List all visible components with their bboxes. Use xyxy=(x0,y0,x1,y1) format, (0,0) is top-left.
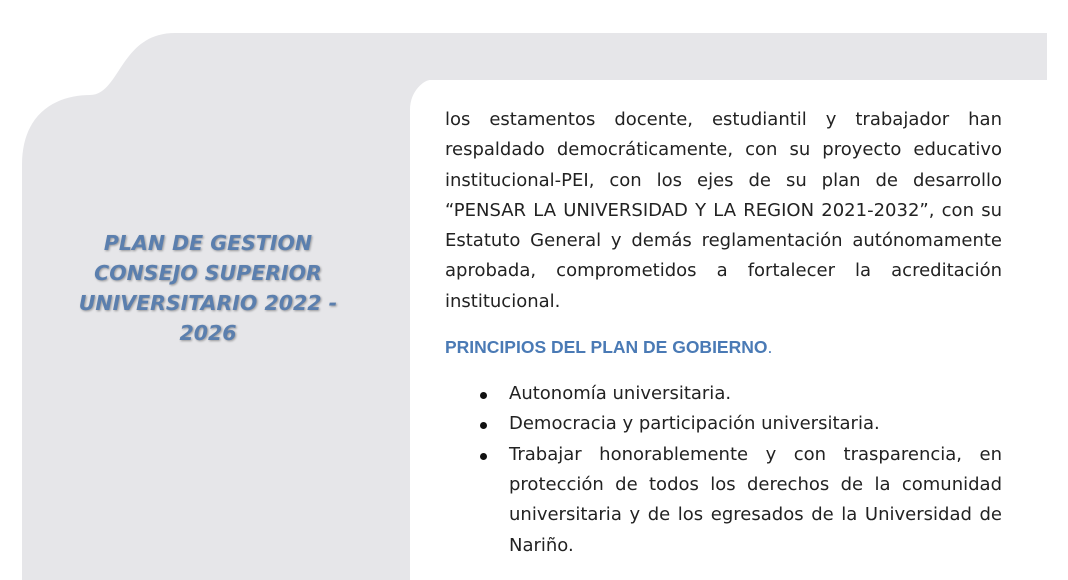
plan-title xyxy=(68,228,348,348)
list-item xyxy=(445,379,1002,409)
list-item-text: Democracia y participación universitaria. xyxy=(509,413,880,435)
section-heading-text: PRINCIPIOS DEL PLAN DE GOBIERNO xyxy=(445,337,768,358)
section-heading-punct: . xyxy=(767,337,773,358)
bullet-icon xyxy=(480,392,487,399)
principles-list xyxy=(445,379,1002,561)
bullet-icon xyxy=(480,422,487,429)
plan-title-line: PLAN DE GESTION xyxy=(103,231,313,255)
plan-title-line: CONSEJO SUPERIOR xyxy=(94,261,322,285)
plan-title-line: UNIVERSITARIO 2022 - xyxy=(78,291,338,315)
list-item xyxy=(445,440,1002,561)
section-heading xyxy=(445,332,1002,362)
bullet-icon xyxy=(480,453,487,460)
list-item-text: Autonomía universitaria. xyxy=(509,383,732,405)
list-item xyxy=(445,409,1002,439)
list-item-text: Trabajar honorablemente y con trasparencia, en protección de todos los derechos de la comunidad universitaria y de los egresados de la Universidad de Nariño. xyxy=(509,443,1002,556)
intro-paragraph: los estamentos docente, estudiantil y trabajador han respaldado democráticamente, con su proyecto educativo institucional-PEI, con los ejes de su plan de desarrollo “PENSAR LA UNIVERSIDAD Y LA REGION 2021-2032”, con su Estatuto General y demás reglamentación autónomamente aprobada, comprometidos a fortalecer la acreditación institucional. xyxy=(445,109,1002,312)
plan-title-line: 2026 xyxy=(179,321,237,345)
document-body xyxy=(445,105,1002,561)
